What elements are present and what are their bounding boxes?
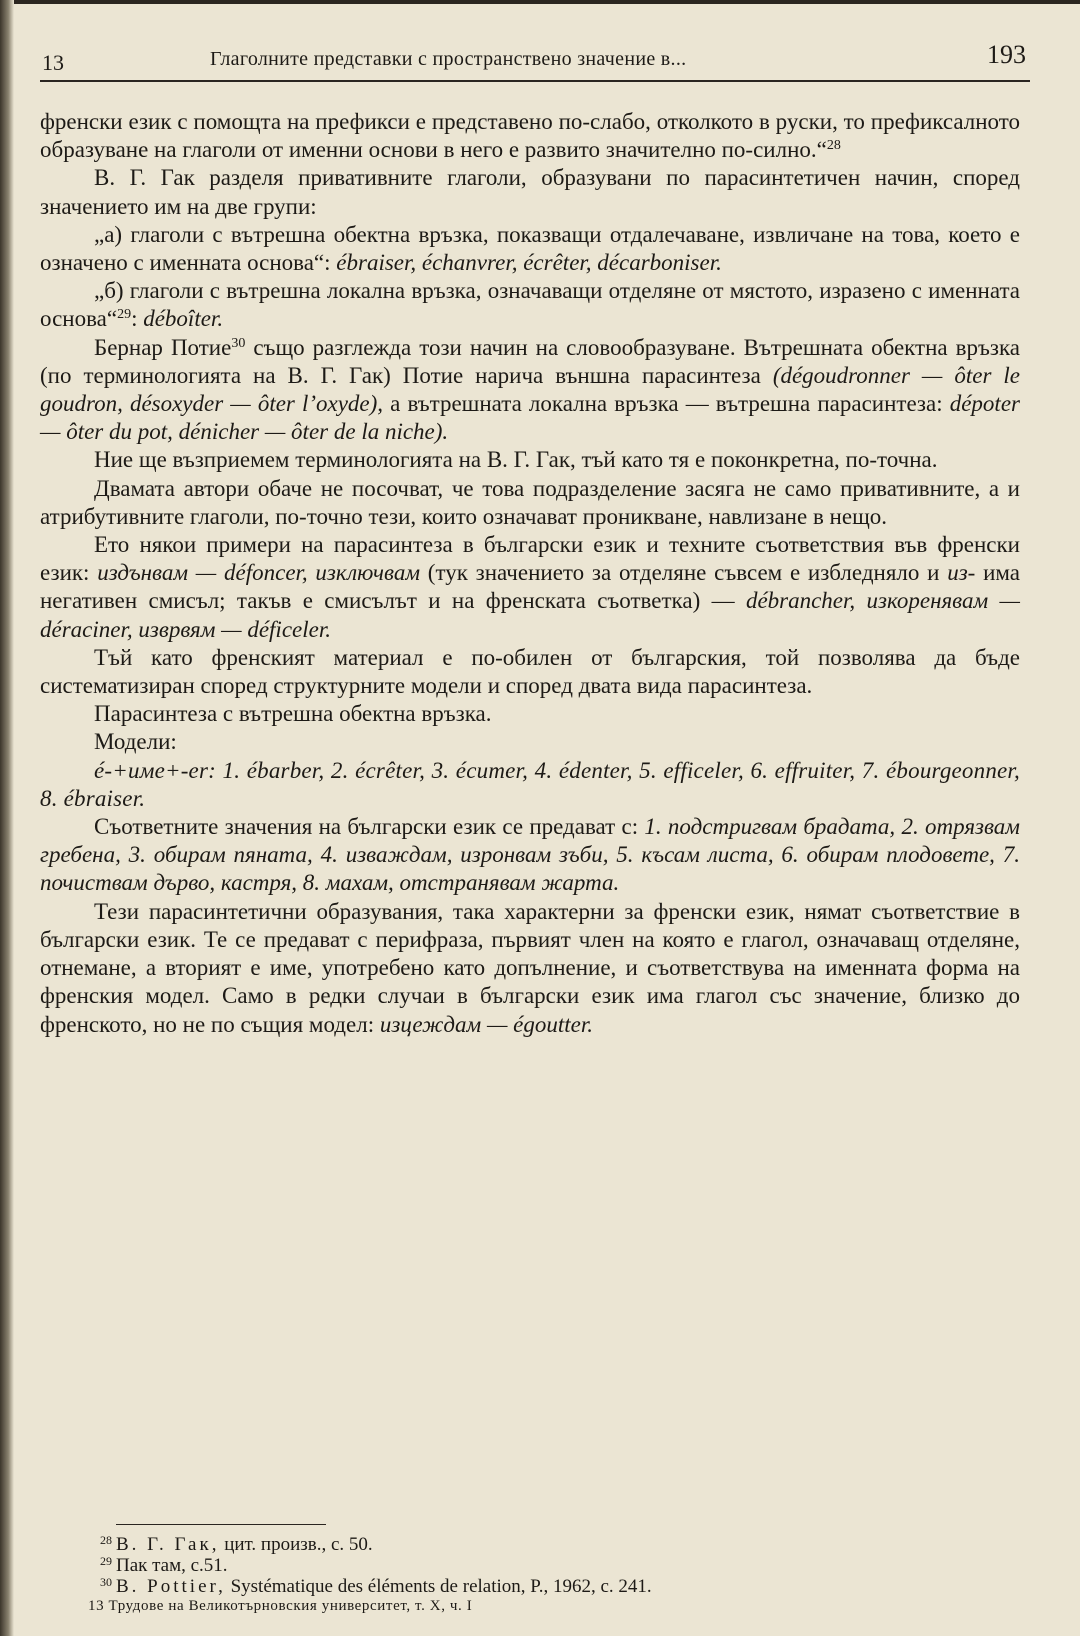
models-label: Модели: — [94, 729, 177, 755]
paragraph-1: френски език с помощта на префикси е представено по-слабо, отколкото в руски, то префиксалното образуване на глаголи от именни основи в него е развито значително по-силно.“$^{28}$ — [40, 109, 1020, 163]
model-list: é-+име+-er: 1. ébarber, 2. écrêter, 3. écumer, 4. édenter, 5. efficeler, 6. effruiter, 7. ébourgeonner, 8. ébraiser. — [40, 757, 1020, 811]
model-formula: é-+име+-er: — [94, 757, 216, 783]
page-binding-edge — [0, 0, 14, 1636]
footnote-28: $^{28}$ В. Г. Гак, цит. произв., с. 50. — [100, 1533, 373, 1555]
paragraph-3: „а) глаголи с вътрешна обектна връзка, показващи отдалечаване, извличане на това, което е означено с именната основа“: ébraiser, échanvrer, écrêter, décarboniser. — [40, 221, 1020, 276]
footnote-ref-29[interactable]: 29 — [117, 307, 132, 323]
chapter-number: 13 — [42, 50, 64, 75]
running-title: Глаголните представки с пространствено значение в... — [210, 48, 687, 70]
footnote-ref-28[interactable]: 28 — [826, 138, 841, 154]
paragraph-9: Тъй като френският материал е по-обилен от българския, той позволява да бъде систематизиран според структурните модели и според двата вида парасинтеза. — [40, 644, 1020, 699]
running-header — [36, 40, 1040, 80]
paragraph-4: „б) глаголи с вътрешна локална връзка, означаващи отделяне от мястото, изразено с именната основа“$^{29}$: déboîter. — [40, 278, 1020, 332]
footnote-30: $^{30}$ В. Pottier, Systématique des éléments de relation, P., 1962, с. 241. — [100, 1575, 652, 1597]
paragraph-2: В. Г. Гак разделя привативните глаголи, образувани по парасинтетичен начин, според значението им на две групи: — [40, 165, 1020, 219]
paragraph-6: Ние ще възприемем терминологията на В. Г. Гак, тъй като тя е поконкретна, по-точна. — [94, 447, 938, 473]
page-number: 193 — [987, 40, 1026, 69]
examples-group-b: déboîter. — [143, 306, 224, 332]
paragraph-13: Съответните значения на български език се предават с: 1. подстригвам брадата, 2. отрязвам гребена, 3. обирам пяната, 4. изваждам, изронвам зъби, 5. късам листа, 6. обирам плодовете, 7. почиствам дърво, кастря, 8. махам, отстранявам жарта. — [40, 814, 1020, 896]
paragraph-14: Тези парасинтетични образувания, така характерни за френски език, нямат съответствие в български език. Те се предават с перифраза, първият член на която е глагол, означаващ отделяне, отнемане, а вторият е име, употребено като допълнение, и съответствува на именната форма на френския модел. Само в редки случаи в български език има глагол със значение, близко до френското, но не по същия модел: изцеждам — égoutter. — [40, 898, 1020, 1037]
section-heading-internal-object: Парасинтеза с вътрешна обектна връзка. — [94, 701, 492, 727]
paragraph-5: Бернар Потие$^{30}$ също разглежда този начин на словообразуване. Вътрешната обектна връзка (по терминологията на В. Г. Гак) Потие нарича външна парасинтеза (dégoudronner — ôter le goudron, désoxyder — ôter l’oxyde), а вътрешната локална връзка — вътрешна парасинтеза: dépoter — ôter du pot, dénicher — ôter de la niche). — [40, 334, 1020, 445]
printer-signature: 13 Трудове на Великотърновския университет, т. X, ч. I — [88, 1598, 473, 1614]
paragraph-7: Двамата автори обаче не посочват, че това подразделение засяга не само привативните, а и атрибутивните глаголи, по-точно тези, които означават проникване, навлизане в нещо. — [40, 475, 1020, 529]
paragraph-8: Ето някои примери на парасинтеза в български език и техните съответствия във френски език: издънвам — défoncer, изключвам (тук значението за отделяне съвсем е избледняло и из- има негативен смисъл; такъв е смисълът и на френската съответка) — débrancher, изкоренявам — déraciner, изврвям — déficeler. — [40, 532, 1021, 642]
header-rule — [40, 80, 1030, 82]
footnotes — [100, 1534, 1000, 1597]
footnote-ref-30[interactable]: 30 — [231, 335, 246, 351]
examples-group-a: ébraiser, échanvrer, écrêter, décarboniser. — [336, 250, 722, 276]
footnote-29: $^{29}$ Пак там, с.51. — [100, 1554, 228, 1576]
main-text — [40, 108, 1020, 1039]
footnote-rule — [116, 1524, 326, 1525]
page-top-edge — [0, 0, 1080, 4]
